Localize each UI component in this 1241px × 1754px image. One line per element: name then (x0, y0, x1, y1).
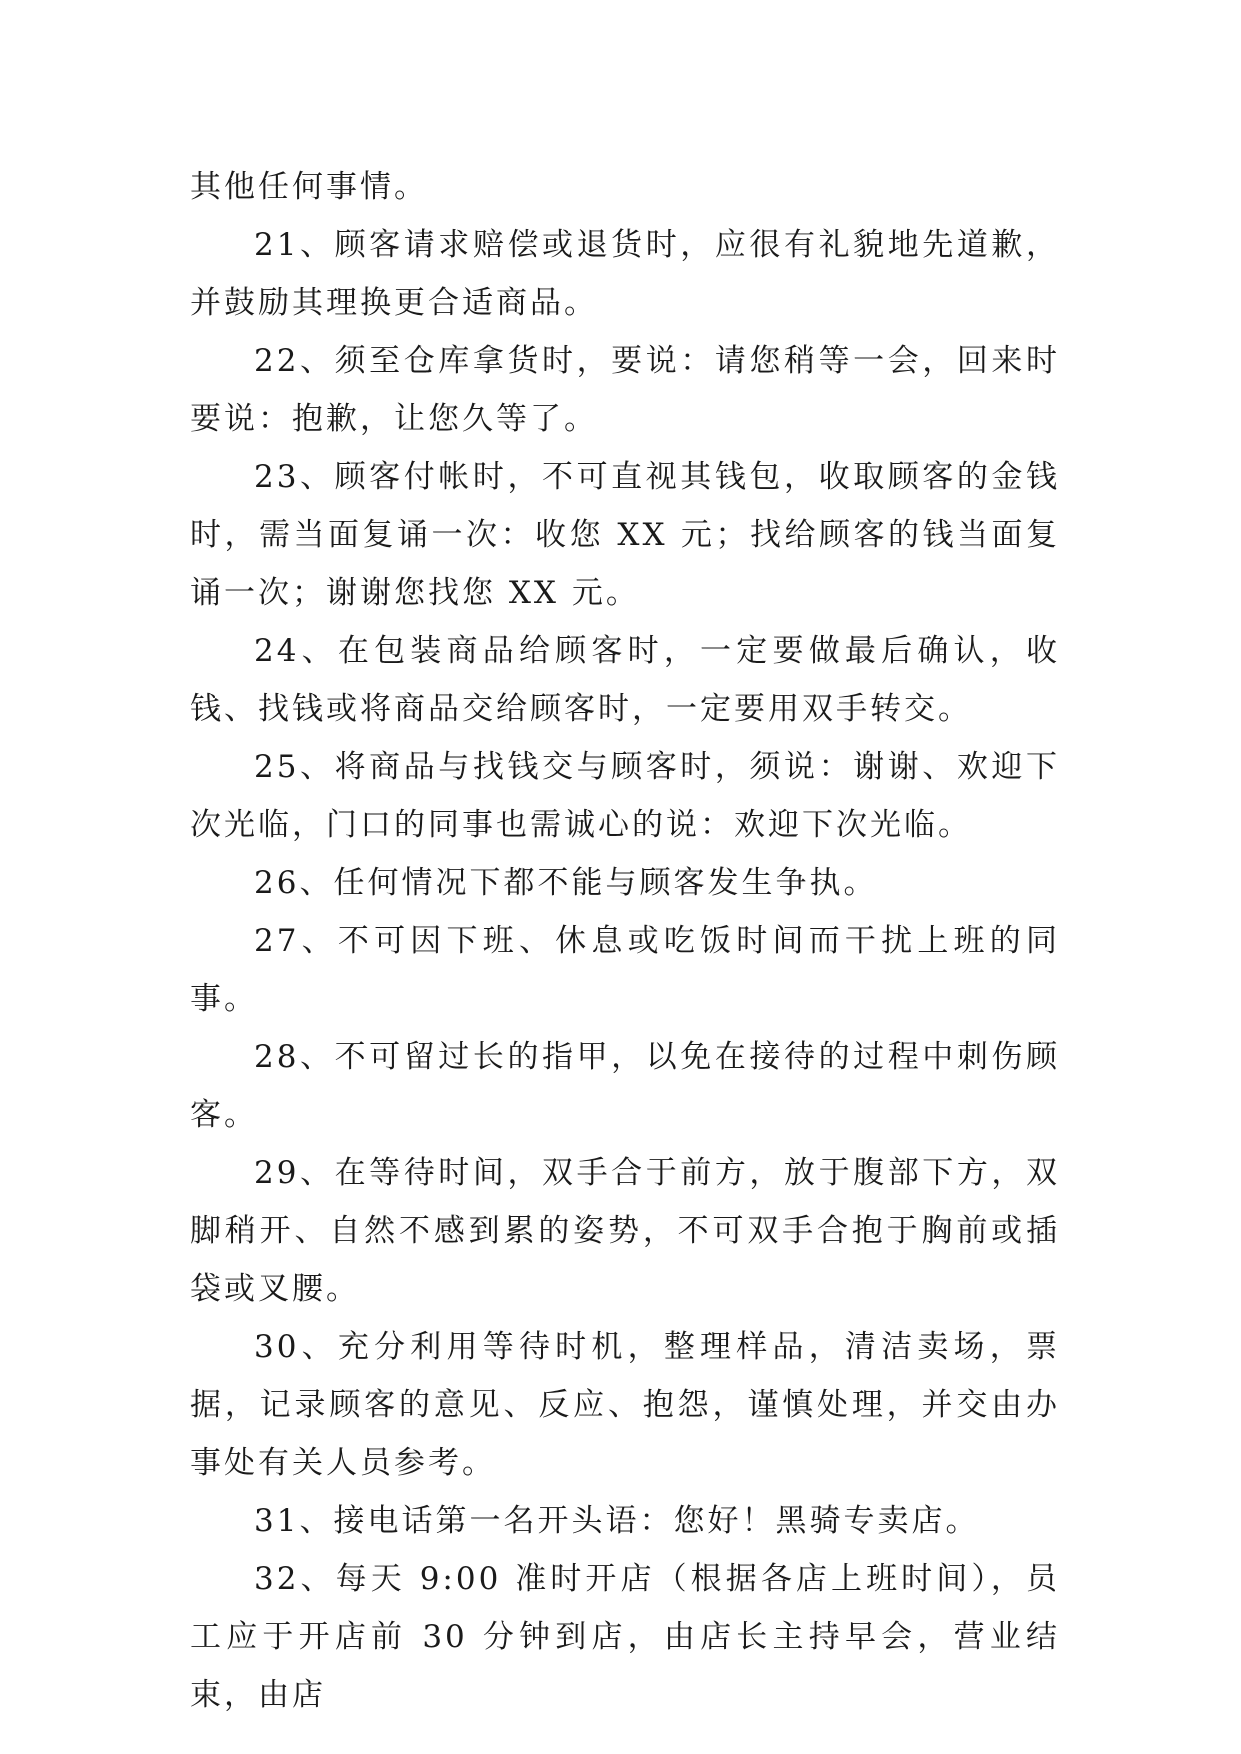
paragraph: 26、任何情况下都不能与顾客发生争执。 (254, 865, 878, 901)
paragraph: 28、不可留过长的指甲，以免在接待的过程中刺伤顾客。 (190, 1039, 1060, 1133)
paragraph: 31、接电话第一名开头语：您好！黑骑专卖店。 (254, 1503, 980, 1539)
paragraph: 25、将商品与找钱交与顾客时，须说：谢谢、欢迎下次光临，门口的同事也需诚心的说：欢迎下次光临。 (190, 749, 1060, 843)
paragraph: 22、须至仓库拿货时，要说：请您稍等一会，回来时要说：抱歉，让您久等了。 (190, 343, 1060, 437)
paragraph: 24、在包装商品给顾客时，一定要做最后确认，收钱、找钱或将商品交给顾客时，一定要用双手转交。 (190, 633, 1060, 727)
paragraph: 30、充分利用等待时机，整理样品，清洁卖场，票据，记录顾客的意见、反应、抱怨，谨慎处理，并交由办事处有关人员参考。 (190, 1329, 1060, 1481)
paragraph: 21、顾客请求赔偿或退货时，应很有礼貌地先道歉，并鼓励其理换更合适商品。 (190, 227, 1060, 321)
paragraph: 32、每天 9:00 准时开店（根据各店上班时间），员工应于开店前 30 分钟到店，由店长主持早会，营业结束，由店 (190, 1561, 1060, 1713)
document-body (190, 158, 1060, 1724)
paragraph: 27、不可因下班、休息或吃饭时间而干扰上班的同事。 (190, 923, 1060, 1017)
paragraph: 其他任何事情。 (190, 169, 428, 205)
paragraph: 23、顾客付帐时，不可直视其钱包，收取顾客的金钱时，需当面复诵一次：收您 XX 元；找给顾客的钱当面复诵一次；谢谢您找您 XX 元。 (190, 459, 1060, 611)
paragraph: 29、在等待时间，双手合于前方，放于腹部下方，双脚稍开、自然不感到累的姿势，不可双手合抱于胸前或插袋或叉腰。 (190, 1155, 1060, 1307)
